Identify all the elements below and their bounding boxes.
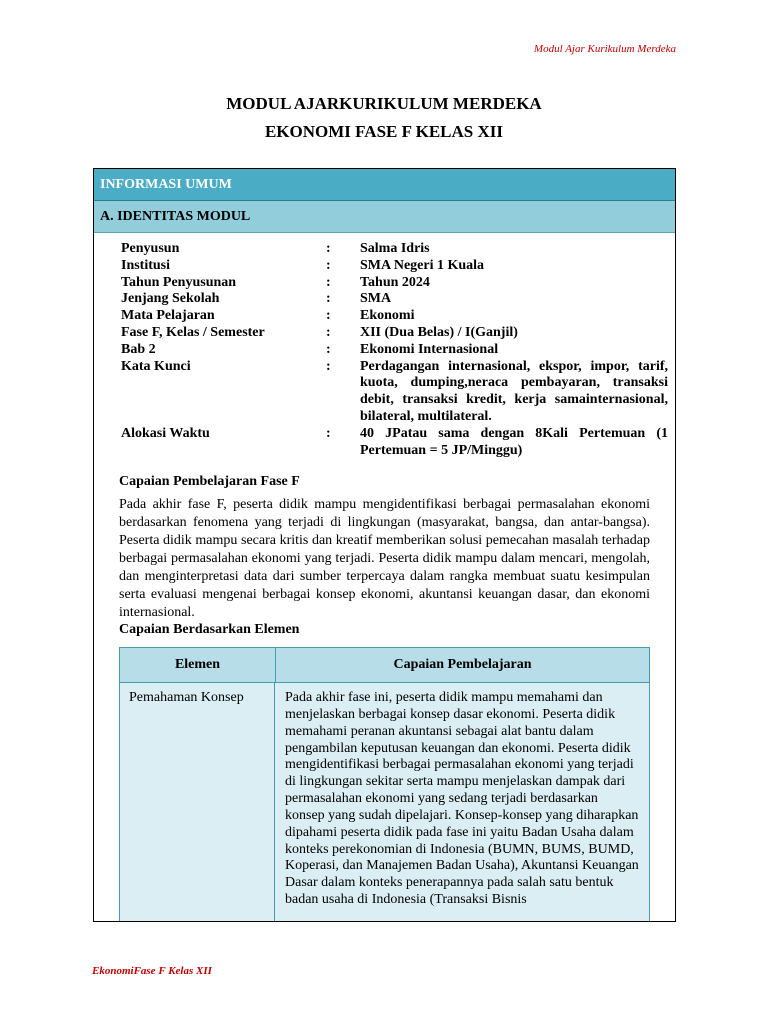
- elemen-heading: Capaian Berdasarkan Elemen: [119, 622, 300, 637]
- identity-value: SMA Negeri 1 Kuala: [360, 257, 485, 273]
- identity-row: [121, 359, 669, 426]
- identity-row: [121, 258, 669, 275]
- identity-colon: :: [326, 291, 331, 307]
- table-row: [120, 683, 649, 922]
- identity-colon: :: [326, 358, 331, 374]
- identity-value: Ekonomi: [360, 308, 415, 324]
- identity-row: [121, 342, 669, 359]
- identity-value: Ekonomi Internasional: [360, 341, 499, 357]
- identity-colon: :: [326, 425, 331, 441]
- identity-label: Jenjang Sekolah: [121, 291, 220, 307]
- module-frame: [93, 168, 676, 922]
- section-band-info: INFORMASI UMUM: [94, 169, 675, 201]
- identity-label: Institusi: [121, 257, 171, 273]
- identity-label: Fase F, Kelas / Semester: [121, 324, 265, 340]
- section-band-identity: A. IDENTITAS MODUL: [94, 201, 675, 233]
- elemen-table: [119, 647, 650, 922]
- elemen-cell: Pemahaman Konsep: [120, 683, 275, 922]
- document-title: MODUL AJARKURIKULUM MERDEKA: [226, 94, 542, 113]
- identity-row: [121, 291, 669, 308]
- identity-value: SMA: [360, 291, 392, 307]
- identity-value: XII (Dua Belas) / I(Ganjil): [360, 324, 518, 340]
- identity-colon: :: [326, 241, 331, 256]
- identity-table: [121, 241, 669, 459]
- running-header: Modul Ajar Kurikulum Merdeka: [533, 43, 676, 55]
- identity-value: Salma Idris: [360, 241, 430, 256]
- identity-colon: :: [326, 324, 331, 340]
- elemen-table-header: [120, 648, 649, 683]
- capaian-paragraph: Pada akhir fase F, peserta didik mampu mengidentifikasi berbagai permasalahan ekonomi berdasarkan fenomena yang terjadi di lingkungan (masyarakat, bangsa, dan antar-bangsa). Peserta didik mampu secara kritis dan kreatif memberikan solusi pemecahan masalah terhadap berbagai permasalahan ekonomi yang terjadi. Peserta didik mampu dalam mencari, mengolah, dan menginterpretasi data dari sumber terpercaya dalam rangka membuat suatu kesimpulan serta evaluasi mengenai berbagai konsep ekonomi, akuntansi keuangan dasar, dan ekonomi internasional.: [119, 497, 650, 620]
- identity-value: 40 JPatau sama dengan 8Kali Pertemuan (1 Pertemuan = 5 JP/Minggu): [360, 425, 668, 458]
- running-footer: EkonomiFase F Kelas XII: [92, 965, 212, 977]
- column-header-capaian: Capaian Pembelajaran: [393, 657, 532, 672]
- capaian-heading: Capaian Pembelajaran Fase F: [119, 474, 300, 489]
- identity-label: Penyusun: [121, 241, 180, 256]
- identity-label: Bab 2: [121, 341, 156, 357]
- identity-row: [121, 325, 669, 342]
- identity-value: Perdagangan internasional, ekspor, impor, tarif, kuota, dumping,neraca pembayaran, transaksi debit, transaksi kredit, kerja samainternasional, bilateral, multilateral.: [360, 358, 668, 424]
- document-subtitle: EKONOMI FASE F KELAS XII: [264, 122, 504, 141]
- identity-colon: :: [326, 257, 331, 273]
- identity-row: [121, 241, 669, 258]
- identity-label: Kata Kunci: [121, 358, 191, 374]
- identity-value: Tahun 2024: [360, 274, 430, 290]
- identity-label: Mata Pelajaran: [121, 308, 215, 324]
- identity-row: [121, 275, 669, 292]
- column-header-elemen: Elemen: [120, 648, 276, 682]
- identity-label: Alokasi Waktu: [121, 425, 210, 441]
- identity-colon: :: [326, 274, 331, 290]
- identity-row: [121, 308, 669, 325]
- capaian-cell: Pada akhir fase ini, peserta didik mampu memahami dan menjelaskan berbagai konsep dasar ekonomi. Peserta didik memahami peranan akuntansi sebagai alat bantu dalam pengambilan keputusan keuangan dan ekonomi. Peserta didik mengidentifikasi berbagai permasalahan ekonomi yang terjadi di lingkungan sekitar serta mampu menjelaskan dampak dari permasalahan ekonomi yang sedang terjadi berdasarkan konsep yang sudah dipelajari. Konsep-konsep yang diharapkan dipahami peserta didik pada fase ini yaitu Badan Usaha dalam konteks perekonomian di Indonesia (BUMN, BUMS, BUMD, Koperasi, dan Manajemen Badan Usaha), Akuntansi Keuangan Dasar dalam konteks penerapannya pada salah satu bentuk badan usaha di Indonesia (Transaksi Bisnis: [285, 690, 639, 908]
- identity-colon: :: [326, 308, 331, 324]
- identity-label: Tahun Penyusunan: [121, 274, 237, 290]
- identity-colon: :: [326, 341, 331, 357]
- identity-row: [121, 426, 669, 460]
